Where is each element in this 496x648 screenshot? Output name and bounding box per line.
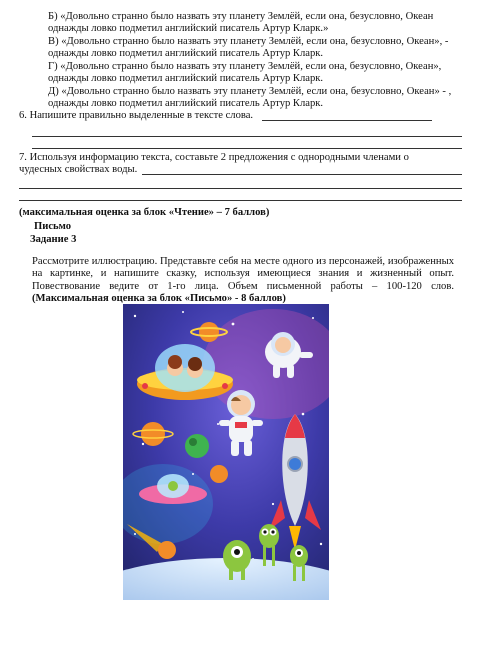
orange-planet [141, 422, 165, 446]
question-7-line1: 7. Используя информацию текста, составьте 2 предложения с однородными членами о [19, 152, 409, 163]
task-heading: Задание 3 [30, 234, 77, 245]
striped-planet [210, 465, 228, 483]
option-v-line1: В) «Довольно странно было назвать эту планету Землёй, если она, безусловно, Океан», - [48, 36, 449, 47]
q6-answer-line-3[interactable] [32, 148, 462, 149]
task-body: Рассмотрите иллюстрацию. Представьте себя на месте одного из персонажей, изображенных на картинке, и напишите сказку, используя имеющиеся знания и жизненный опыт. Повествование ведите от 1-го лица. Объем письменной работы – 100-120 слов. [32, 256, 454, 292]
q6-answer-line-2[interactable] [32, 136, 462, 137]
option-v-line2: однажды ловко подметил английский писатель Артур Кларк. [48, 48, 324, 59]
writing-heading: Письмо [34, 221, 72, 232]
option-b-line2: однажды ловко подметил английский писатель Артур Кларк.» [48, 23, 329, 34]
option-b-line1: Б) «Довольно странно было назвать эту планету Землёй, если она, безусловно, Океан [48, 11, 434, 22]
question-6: 6. Напишите правильно выделенные в тексте слова. [19, 110, 254, 121]
reading-max-score: (максимальная оценка за блок «Чтение» – 7 баллов) [19, 207, 270, 218]
task-instructions [32, 256, 454, 306]
space-illustration [123, 304, 329, 600]
question-7-line2: чудесных свойствах воды. [19, 164, 138, 175]
q7-answer-line-3[interactable] [19, 200, 462, 201]
q7-answer-line[interactable] [142, 174, 462, 175]
option-d-line1: Д) «Довольно странно было назвать эту планету Землёй, если она, безусловно, Океан» - , [48, 86, 452, 97]
writing-max-score: (Максимальная оценка за блок «Письмо» - 8 баллов) [32, 293, 286, 305]
space-scene [123, 304, 329, 600]
green-planet [185, 434, 209, 458]
option-g-line2: однажды ловко подметил английский писатель Артур Кларк. [48, 73, 324, 84]
q7-answer-line-2[interactable] [19, 188, 462, 189]
option-g-line1: Г) «Довольно странно было назвать эту планету Землёй, если она, безусловно, Океан», [48, 61, 442, 72]
option-d-line2: однажды ловко подметил английский писатель Артур Кларк. [48, 98, 324, 109]
q6-answer-line[interactable] [262, 120, 432, 121]
